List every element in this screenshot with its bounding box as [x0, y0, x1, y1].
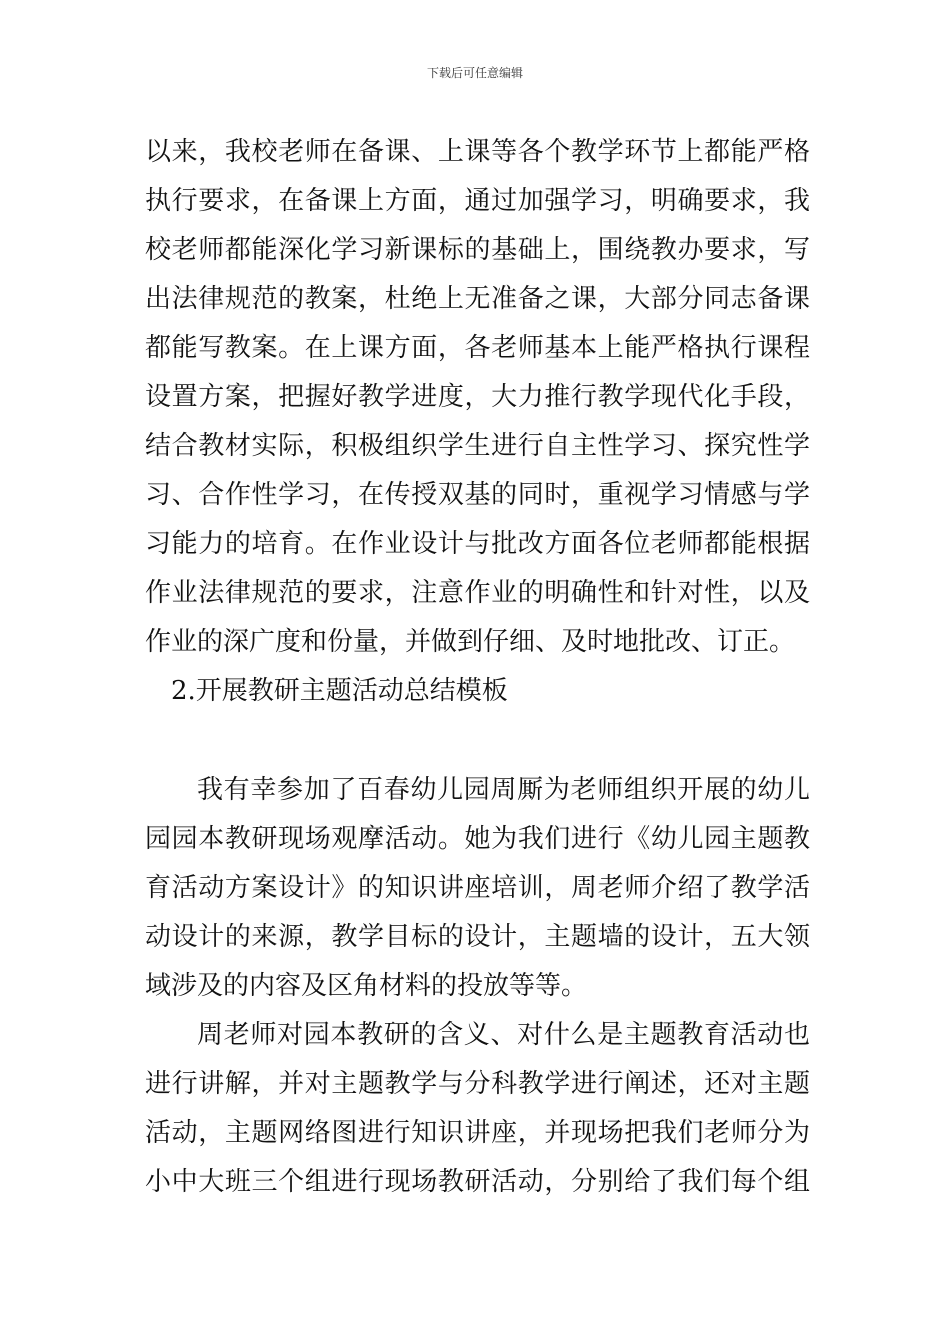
text-line: 校老师都能深化学习新课标的基础上，围绕教办要求，写 — [145, 235, 810, 265]
text-line: 都能写教案。在上课方面，各老师基本上能严格执行课程 — [145, 333, 810, 363]
text-line: 小中大班三个组进行现场教研活动，分别给了我们每个组 — [145, 1167, 810, 1197]
text-line: 动设计的来源，教学目标的设计，主题墙的设计，五大领 — [145, 922, 810, 952]
text-line: 作业法律规范的要求，注意作业的明确性和针对性，以及 — [145, 578, 810, 608]
text-line: 设置方案，把握好教学进度，大力推行教学现代化手段， — [145, 382, 810, 412]
text-line: 结合教材实际，积极组织学生进行自主性学习、探究性学 — [145, 431, 810, 461]
text-line: 执行要求，在备课上方面，通过加强学习，明确要求，我 — [145, 186, 810, 216]
page-header-note: 下载后可任意编辑 — [426, 66, 523, 80]
text-line: 域涉及的内容及区角材料的投放等等。 — [145, 971, 588, 1001]
text-line: 进行讲解，并对主题教学与分科教学进行阐述，还对主题 — [145, 1069, 810, 1099]
paragraph-3 — [145, 1011, 810, 1207]
text-line: 周老师对园本教研的含义、对什么是主题教育活动也 — [197, 1020, 810, 1050]
text-line: 习能力的培育。在作业设计与批改方面各位老师都能根据 — [145, 529, 810, 559]
document-body — [145, 128, 810, 1207]
text-line: 育活动方案设计》的知识讲座培训，周老师介绍了教学活 — [145, 873, 810, 903]
text-line: 出法律规范的教案，杜绝上无准备之课，大部分同志备课 — [145, 284, 810, 314]
section-heading: 2.开展教研主题活动总结模板 — [171, 676, 508, 706]
text-line: 作业的深广度和份量，并做到仔细、及时地批改、订正。 — [145, 627, 796, 657]
text-line: 我有幸参加了百春幼儿园周厮为老师组织开展的幼儿 — [197, 775, 810, 805]
text-line: 活动，主题网络图进行知识讲座，并现场把我们老师分为 — [145, 1118, 810, 1148]
blank-line — [145, 716, 810, 766]
paragraph-1 — [145, 128, 810, 667]
text-line: 习、合作性学习，在传授双基的同时，重视学习情感与学 — [145, 480, 810, 510]
text-line: 以来，我校老师在备课、上课等各个教学环节上都能严格 — [145, 137, 810, 167]
text-line: 园园本教研现场观摩活动。她为我们进行《幼儿园主题教 — [145, 824, 810, 854]
paragraph-2 — [145, 766, 810, 1011]
